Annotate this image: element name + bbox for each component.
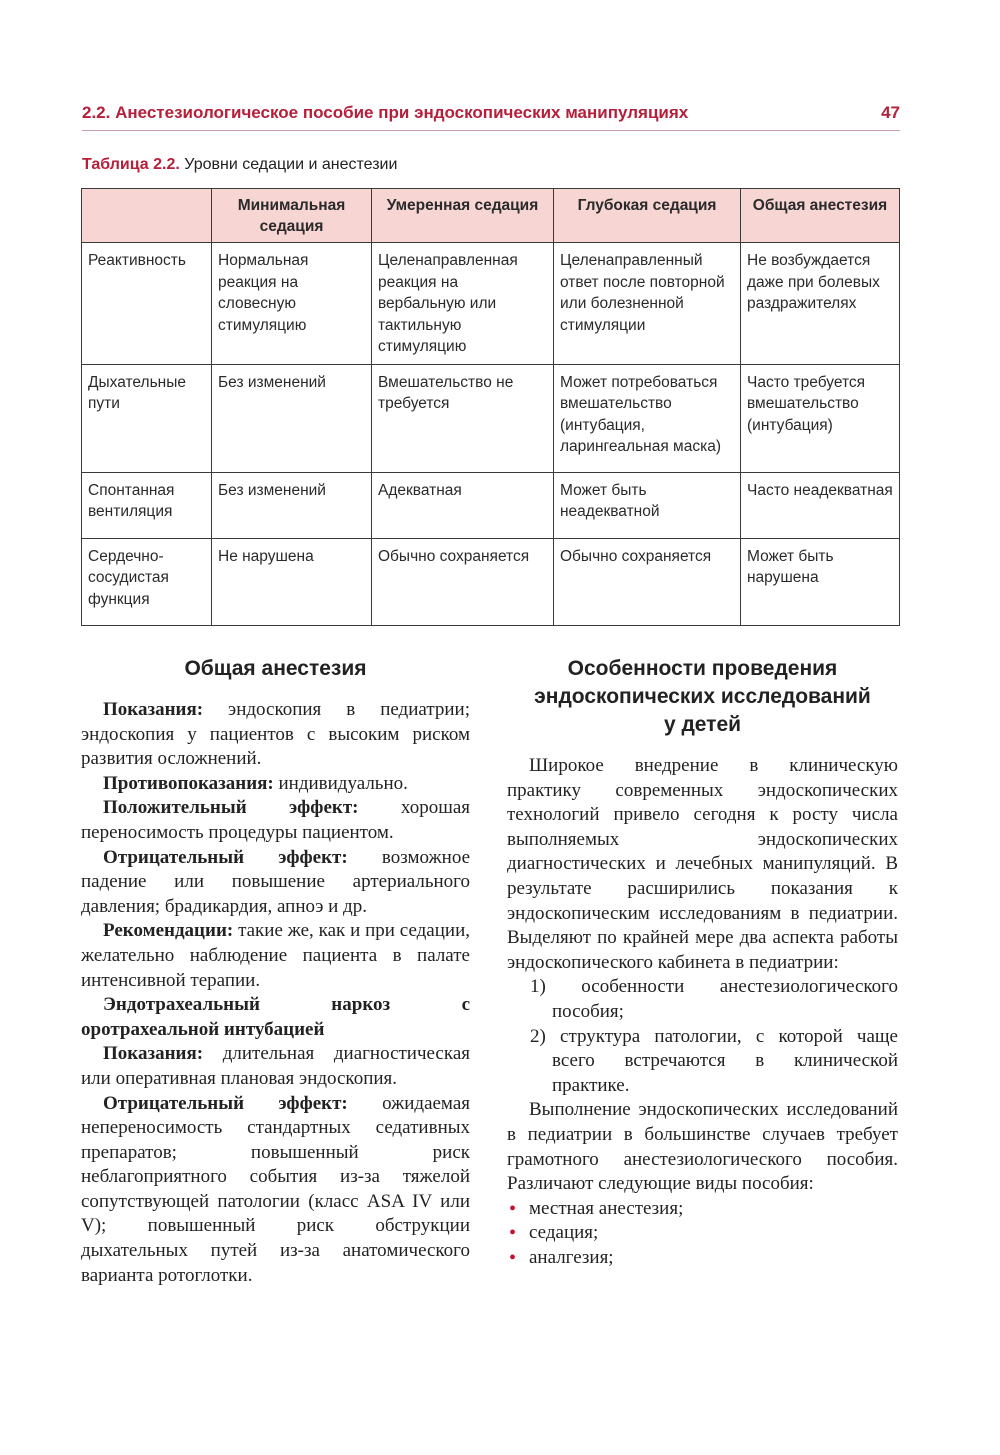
paragraph-indications xyxy=(81,698,470,772)
table-cell: Часто требуется вмешательство (интубация) xyxy=(741,364,900,472)
text-endotracheal-negative: ожидаемая непереносимость стандартных седативных препаратов; повышенный риск неблагоприятного события из-за тяжелой сопутствующей патологии (класс ASA IV или V); повышенный риск обструкции дыхательных путей из-за анатомического варианта ротоглотки. xyxy=(81,1092,470,1286)
table-header-cell: Умеренная седация xyxy=(372,189,554,243)
table-row xyxy=(82,538,900,625)
paragraph-positive-effect xyxy=(81,796,470,845)
bullet-text: аналгезия; xyxy=(529,1246,614,1268)
table-cell: Может быть нарушена xyxy=(741,538,900,625)
text-positive-effect: хорошая переносимость процедуры пациентом. xyxy=(81,797,470,843)
bullet-item xyxy=(507,1197,898,1222)
table-cell: Обычно сохраняется xyxy=(554,538,741,625)
bullet-icon: • xyxy=(509,1222,517,1245)
table-cell: Спонтанная вентиляция xyxy=(82,472,212,538)
paragraph-types: Выполнение эндоскопических исследований в педиатрии в большинстве случаев требует грамотного анестезиологического пособия. Различают следующие виды пособия: xyxy=(507,1099,898,1195)
paragraph-endotracheal-heading xyxy=(81,993,470,1042)
table-cell: Может потребоваться вмешательство (интубация, ларингеальная маска) xyxy=(554,364,741,472)
table-caption-text: Уровни седации и анестезии xyxy=(179,156,398,173)
table-cell: Часто неадекватная xyxy=(741,472,900,538)
label-endotracheal-negative: Отрицательный эффект: xyxy=(103,1092,348,1114)
table-cell: Без изменений xyxy=(212,364,372,472)
label-positive-effect: Положительный эффект: xyxy=(103,797,359,819)
table-cell: Реактивность xyxy=(82,243,212,365)
table-row xyxy=(82,243,900,365)
table-cell: Целенаправленный ответ после повторной или болезненной стимуляции xyxy=(554,243,741,365)
list-item: 2) структура патологии, с которой чаще всего встречаются в клинической практике. xyxy=(530,1025,898,1096)
sedation-levels-table xyxy=(81,188,900,626)
table-cell: Дыхательные пути xyxy=(82,364,212,472)
table-cell: Адекватная xyxy=(372,472,554,538)
table-cell: Нормальная реакция на словесную стимуляцию xyxy=(212,243,372,365)
heading-general-anesthesia: Общая анестезия xyxy=(184,657,367,680)
bullet-text: седация; xyxy=(529,1222,599,1244)
header-rule xyxy=(82,130,900,131)
table-cell: Не нарушена xyxy=(212,538,372,625)
heading-pediatric-endoscopy xyxy=(507,655,898,739)
text-endotracheal-indications: длительная диагностическая или оперативная плановая эндоскопия. xyxy=(81,1043,470,1089)
bullet-icon: • xyxy=(509,1197,517,1220)
table-cell: Не возбуждается даже при болевых раздражителях xyxy=(741,243,900,365)
table-caption-label: Таблица 2.2. xyxy=(82,156,180,173)
bullet-text: местная анестезия; xyxy=(529,1197,684,1219)
table-header-cell: Минимальная седация xyxy=(212,189,372,243)
paragraph-intro: Широкое внедрение в клиническую практику современных эндоскопических технологий привело сегодня к росту числа выполняемых эндоскопических диагностических и лечебных манипуляций. В результате расширились показания к эндоскопическим исследованиям в педиатрии. Выделяют по крайней мере два аспекта работы эндоскопического кабинета в педиатрии: xyxy=(507,755,898,973)
table-cell: Вмешательство не требуется xyxy=(372,364,554,472)
paragraph-negative-effect xyxy=(81,846,470,920)
text-recommendations: такие же, как и при седации, желательно наблюдение пациента в палате интенсивной терапии. xyxy=(81,920,470,991)
text-contraindications: индивидуально. xyxy=(273,772,408,794)
table-cell: Без изменений xyxy=(212,472,372,538)
table-cell: Целенаправленная реакция на вербальную или тактильную стимуляцию xyxy=(372,243,554,365)
table-header-cell: Общая анестезия xyxy=(741,189,900,243)
label-indications: Показания: xyxy=(103,699,204,720)
text-negative-effect: возможное падение или повышение артериального давления; брадикардия, апноэ и др. xyxy=(81,846,471,917)
table-row xyxy=(82,472,900,538)
paragraph-contraindications xyxy=(81,772,470,797)
paragraph-endotracheal-negative xyxy=(81,1092,470,1289)
label-recommendations: Рекомендации: xyxy=(103,920,234,942)
label-negative-effect: Отрицательный эффект: xyxy=(103,846,348,868)
label-endotracheal-indications: Показания: xyxy=(103,1043,204,1065)
table-header-cell: Глубокая седация xyxy=(554,189,741,243)
heading-line: у детей xyxy=(663,713,742,736)
heading-line: эндоскопических исследований xyxy=(534,685,871,708)
section-title: 2.2. Анестезиологическое пособие при эндоскопических манипуляциях xyxy=(82,103,689,122)
text-indications: эндоскопия в педиатрии; эндоскопия у пациентов с высоким риском развития осложнений. xyxy=(81,699,470,770)
paragraph-recommendations xyxy=(81,919,470,993)
paragraph-endotracheal-indications xyxy=(81,1042,470,1091)
bullet-item xyxy=(507,1246,898,1271)
running-head xyxy=(82,103,900,123)
page-number: 47 xyxy=(881,103,900,122)
table-header-cell xyxy=(82,189,212,243)
left-column xyxy=(81,655,470,1288)
table-row xyxy=(82,364,900,472)
table-cell: Сердечно-сосудистая функция xyxy=(82,538,212,625)
right-column xyxy=(507,655,898,1270)
label-contraindications: Противопоказания: xyxy=(103,772,274,794)
table-header-row xyxy=(82,189,900,243)
heading-line: Особенности проведения xyxy=(567,657,838,680)
table-caption xyxy=(82,156,397,174)
table-cell: Может быть неадекватной xyxy=(554,472,741,538)
bullet-item xyxy=(507,1221,898,1246)
table-cell: Обычно сохраняется xyxy=(372,538,554,625)
bullet-icon: • xyxy=(509,1246,517,1269)
label-endotracheal: Эндотрахеальный наркоз с оротрахеальной интубацией xyxy=(81,994,470,1040)
list-item: 1) особенности анестезиологического пособия; xyxy=(530,976,898,1022)
